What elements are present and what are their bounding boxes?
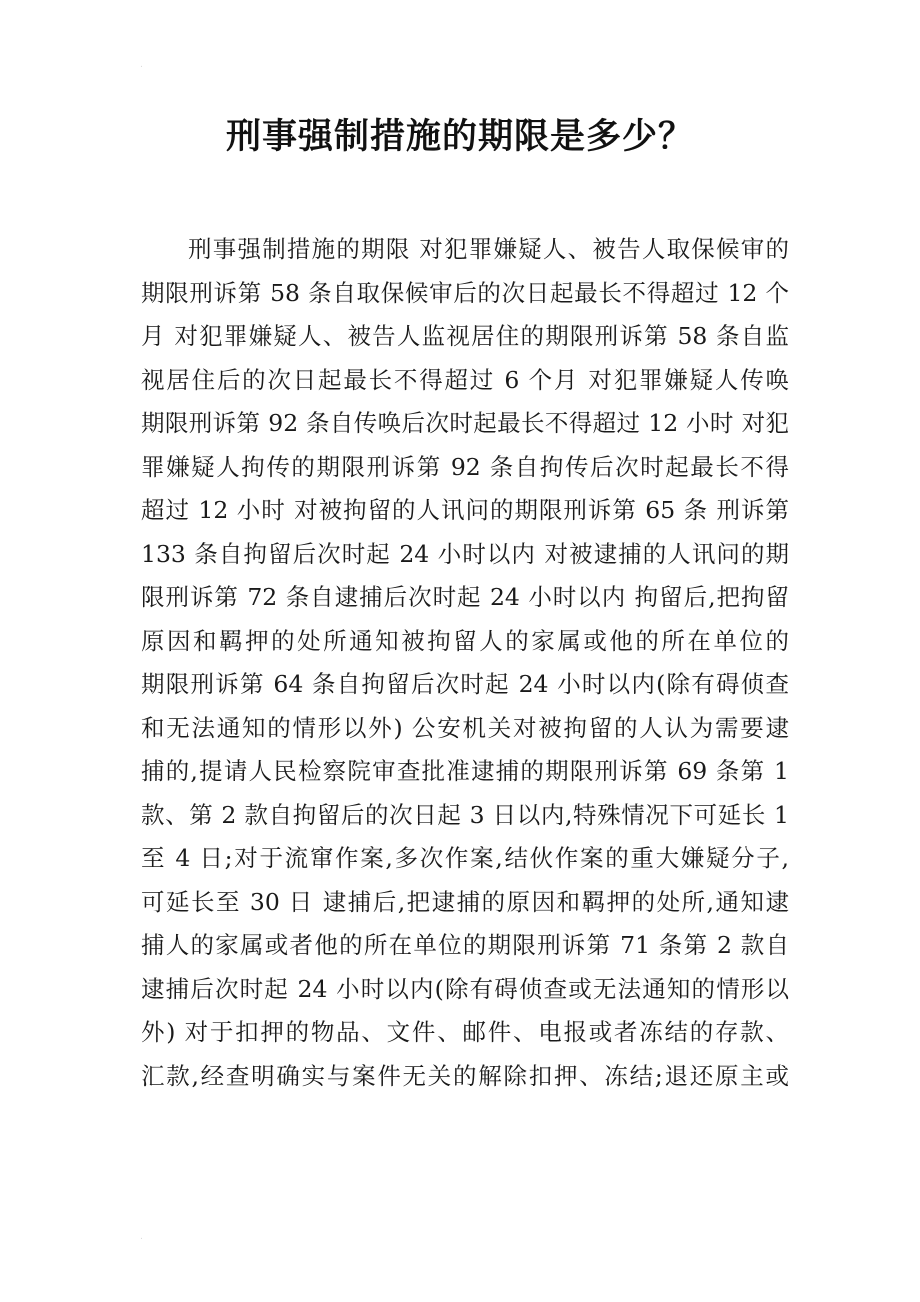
body-line: 外) 对于扣押的物品、文件、邮件、电报或者冻结的存款、: [141, 1018, 789, 1046]
body-line: 期限刑诉第 64 条自拘留后次时起 24 小时以内(除有碍侦查: [141, 670, 789, 698]
body-line: 逮捕后次时起 24 小时以内(除有碍侦查或无法通知的情形以: [141, 974, 789, 1003]
body-line: 期限刑诉第 58 条自取保候审后的次日起最长不得超过 12 个: [141, 278, 789, 307]
body-line: 款、第 2 款自拘留后的次日起 3 日以内,特殊情况下可延长 1: [141, 800, 789, 829]
body-line: 超过 12 小时 对被拘留的人讯问的期限刑诉第 65 条 刑诉第: [141, 496, 789, 524]
document-body: [141, 228, 789, 1098]
body-line: 刑事强制措施的期限 对犯罪嫌疑人、被告人取保候审的: [188, 235, 789, 263]
body-line: 罪嫌疑人拘传的期限刑诉第 92 条自拘传后次时起最长不得: [141, 452, 789, 481]
body-line: 月 对犯罪嫌疑人、被告人监视居住的期限刑诉第 58 条自监: [141, 322, 789, 350]
document-title: 刑事强制措施的期限是多少？: [225, 116, 694, 157]
body-line: 捕人的家属或者他的所在单位的期限刑诉第 71 条第 2 款自: [141, 931, 789, 959]
body-line: 汇款,经查明确实与案件无关的解除扣押、冻结;退还原主或: [141, 1061, 789, 1090]
corner-mark-bottom: .: [140, 1232, 143, 1242]
body-line: 原因和羁押的处所通知被拘留人的家属或他的所在单位的: [141, 626, 789, 655]
body-line: 至 4 日;对于流窜作案,多次作案,结伙作案的重大嫌疑分子,: [141, 844, 789, 872]
body-line: 期限刑诉第 92 条自传唤后次时起最长不得超过 12 小时 对犯: [141, 409, 789, 437]
corner-mark-top: .: [140, 60, 143, 70]
body-line: 可延长至 30 日 逮捕后,把逮捕的原因和羁押的处所,通知逮: [141, 887, 789, 916]
body-line: 和无法通知的情形以外) 公安机关对被拘留的人认为需要逮: [141, 713, 789, 742]
body-line: 捕的,提请人民检察院审查批准逮捕的期限刑诉第 69 条第 1: [141, 757, 789, 785]
body-line: 133 条自拘留后次时起 24 小时以内 对被逮捕的人讯问的期: [141, 539, 789, 568]
body-line: 限刑诉第 72 条自逮捕后次时起 24 小时以内 拘留后,把拘留: [141, 583, 789, 611]
body-line: 视居住后的次日起最长不得超过 6 个月 对犯罪嫌疑人传唤: [141, 365, 789, 394]
